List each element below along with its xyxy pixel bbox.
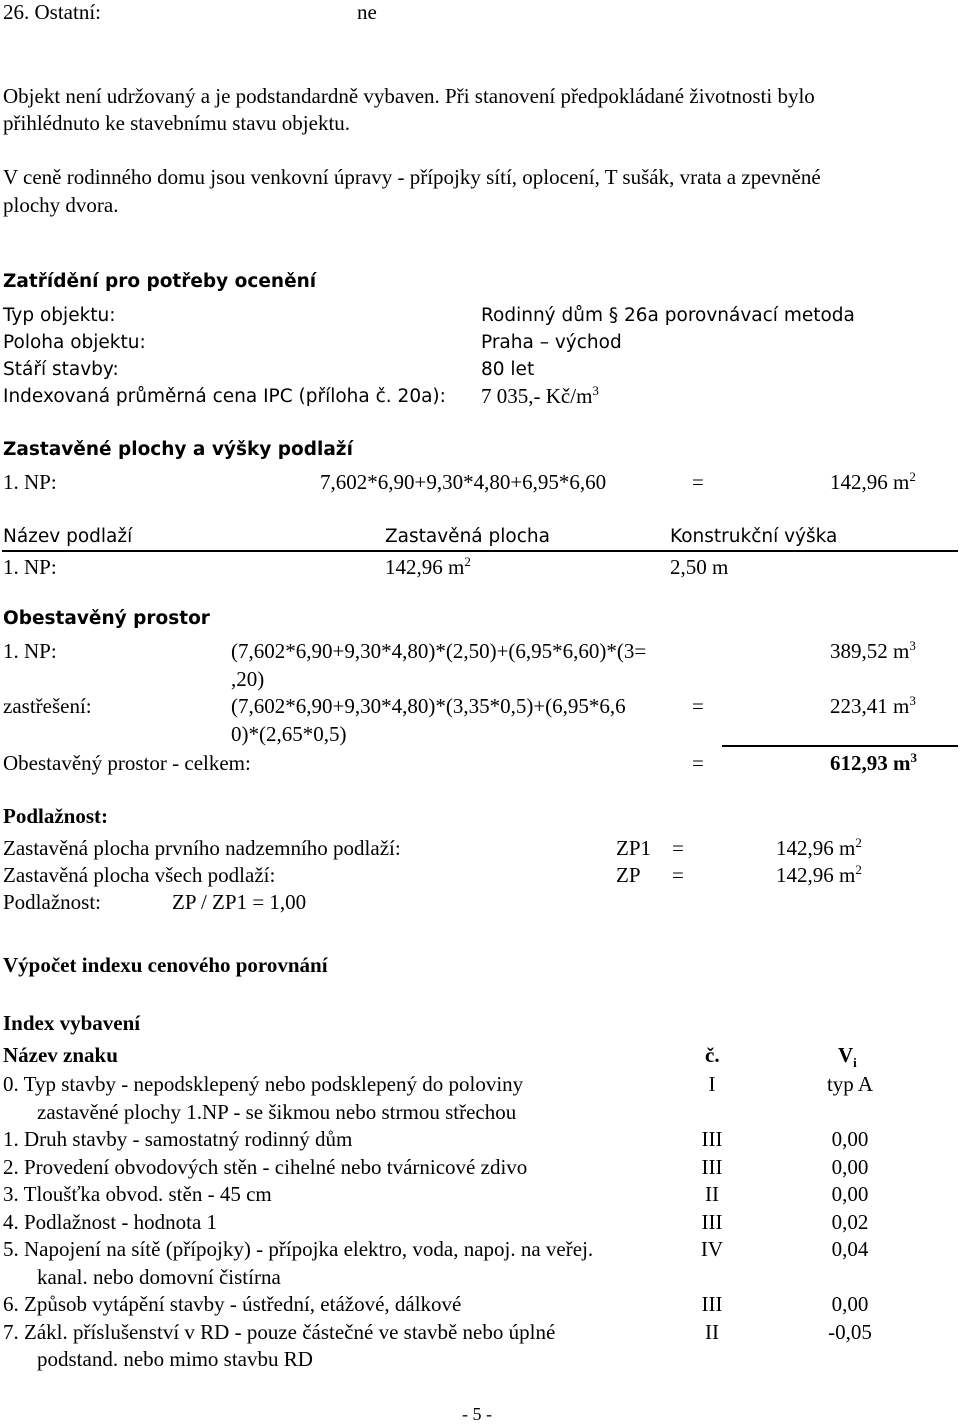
classification-title: Zatřídění pro potřeby ocenění — [3, 271, 317, 292]
volume-row-formula: (7,602*6,90+9,30*4,80)*(2,50)+(6,95*6,60)*(3= — [231, 639, 647, 663]
paragraph-line: Objekt není udržovaný a je podstandardně vybaven. Při stanovení předpokládané životnosti bylo — [3, 84, 815, 108]
volume-total-label: Obestavěný prostor - celkem: — [3, 751, 251, 775]
equipment-row-num: III — [701, 1127, 723, 1151]
volume-row-formula-cont: ,20) — [231, 667, 265, 691]
equipment-row-value: typ A — [826, 1072, 874, 1096]
equipment-row-num: III — [701, 1154, 723, 1179]
equipment-row-name: 6. Způsob vytápění stavby - ústřední, etážové, dálkové — [3, 1292, 462, 1316]
equipment-row-num: II — [705, 1319, 719, 1344]
page-number: - 5 - — [462, 1404, 492, 1424]
classification-value: 80 let — [481, 359, 535, 380]
price-index-title: Výpočet indexu cenového porovnání — [3, 953, 328, 977]
floor-ratio-label: Zastavěná plocha všech podlaží: — [3, 863, 276, 887]
equipment-row-num: IV — [700, 1237, 724, 1261]
equipment-row-value: 0,04 — [831, 1237, 869, 1261]
equipment-header-v: $V_i$ — [838, 1043, 857, 1071]
equipment-row-name-cont: kanal. nebo domovní čistírna — [37, 1264, 281, 1289]
equipment-row-value: 0,00 — [831, 1154, 869, 1179]
volume-total-eq: = — [692, 751, 704, 775]
floor-ratio-label: Podlažnost: — [3, 890, 101, 914]
equipment-header-num: č. — [705, 1043, 720, 1067]
built-area-title: Zastavěné plochy a výšky podlaží — [3, 439, 353, 460]
floor-ratio-code: ZP1 — [616, 836, 652, 860]
equipment-row-name: 3. Tloušťka obvod. stěn - 45 cm — [3, 1182, 272, 1206]
floor-ratio-value: 142,96 $m^2$ — [776, 862, 862, 887]
built-area-formula: 7,602*6,90+9,30*4,80+6,95*6,60 — [320, 470, 607, 494]
built-area-result: 142,96 $m^2$ — [830, 469, 916, 494]
equipment-row-value: 0,02 — [831, 1209, 869, 1234]
classification-label: Typ objektu: — [3, 305, 116, 326]
equipment-row-num: II — [705, 1182, 719, 1206]
classification-label: Indexovaná průměrná cena IPC (příloha č. 20a): — [3, 386, 446, 407]
volume-row-eq: = — [692, 694, 704, 718]
equipment-row-num: III — [701, 1292, 723, 1316]
equipment-row-name: 7. Zákl. příslušenství v RD - pouze částečné ve stavbě nebo úplné — [3, 1319, 556, 1344]
floors-header-height: Konstrukční výška — [670, 526, 838, 547]
floor-ratio-title: Podlažnost: — [3, 804, 108, 828]
paragraph-line: plochy dvora. — [3, 193, 119, 217]
volume-row-label: 1. NP: — [3, 639, 57, 663]
floor-ratio-code: ZP — [616, 863, 641, 887]
floor-ratio-result: ZP / ZP1 = 1,00 — [172, 890, 307, 914]
equipment-row-value: 0,00 — [831, 1292, 869, 1316]
equipment-row-num: I — [708, 1072, 716, 1096]
classification-value: Praha – východ — [481, 332, 622, 353]
volume-row-formula: (7,602*6,90+9,30*4,80)*(3,35*0,5)+(6,95*6,6 — [231, 694, 626, 718]
equipment-row-name-cont: zastavěné plochy 1.NP - se šikmou nebo strmou střechou — [37, 1099, 517, 1124]
section-number-label: 26. Ostatní: — [3, 0, 101, 24]
equipment-row-name: 1. Druh stavby - samostatný rodinný dům — [3, 1127, 353, 1151]
built-area-np-label: 1. NP: — [3, 470, 57, 494]
floor-ratio-value: 142,96 $m^2$ — [776, 835, 862, 860]
section-value: ne — [357, 0, 377, 24]
floor-row-height: 2,50 m — [670, 555, 729, 579]
built-area-eq: = — [692, 470, 704, 494]
volume-total-result: 612,93 $m^3$ — [830, 750, 917, 775]
equipment-row-name: 2. Provedení obvodových stěn - cihelné nebo tvárnicové zdivo — [3, 1154, 528, 1179]
floor-ratio-eq: = — [672, 863, 684, 887]
sum-rule — [722, 745, 958, 747]
paragraph-line: V ceně rodinného domu jsou venkovní úpravy - přípojky sítí, oplocení, T sušák, vrata a zpevněné — [3, 165, 821, 189]
volume-row-result: 223,41 $m^3$ — [830, 693, 916, 718]
equipment-index-title: Index vybavení — [3, 1011, 141, 1035]
equipment-header-name: Název znaku — [3, 1043, 118, 1067]
equipment-row-name: 4. Podlažnost - hodnota 1 — [3, 1209, 218, 1234]
floor-ratio-label: Zastavěná plocha prvního nadzemního podlaží: — [3, 836, 401, 860]
equipment-row-name-cont: podstand. nebo mimo stavbu RD — [37, 1347, 313, 1371]
equipment-row-value: -0,05 — [828, 1319, 872, 1344]
equipment-row-name: 5. Napojení na sítě (přípojky) - přípojka elektro, voda, napoj. na veřej. — [3, 1237, 594, 1261]
volume-row-label: zastřešení: — [3, 694, 92, 718]
floors-header-area: Zastavěná plocha — [385, 526, 550, 547]
equipment-row-num: III — [701, 1209, 723, 1234]
paragraph-line: přihlédnuto ke stavebnímu stavu objektu. — [3, 111, 351, 135]
floor-row-area: 142,96 $m^2$ — [385, 554, 471, 579]
classification-label: Stáří stavby: — [3, 359, 119, 380]
equipment-row-value: 0,00 — [831, 1182, 869, 1206]
floors-header-name: Název podlaží — [3, 526, 133, 547]
equipment-row-name: 0. Typ stavby - nepodsklepený nebo podsklepený do poloviny — [3, 1072, 524, 1096]
classification-label: Poloha objektu: — [3, 332, 146, 353]
floor-row-name: 1. NP: — [3, 555, 57, 579]
volume-title: Obestavěný prostor — [3, 608, 210, 629]
equipment-row-value: 0,00 — [831, 1127, 869, 1151]
table-divider — [2, 550, 958, 552]
floor-ratio-eq: = — [672, 836, 684, 860]
volume-row-formula-cont: 0)*(2,65*0,5) — [231, 722, 347, 746]
classification-value: 7 035,- $Kč/m^3$ — [481, 383, 599, 408]
volume-row-result: 389,52 $m^3$ — [830, 638, 916, 663]
classification-value: Rodinný dům § 26a porovnávací metoda — [481, 305, 855, 326]
